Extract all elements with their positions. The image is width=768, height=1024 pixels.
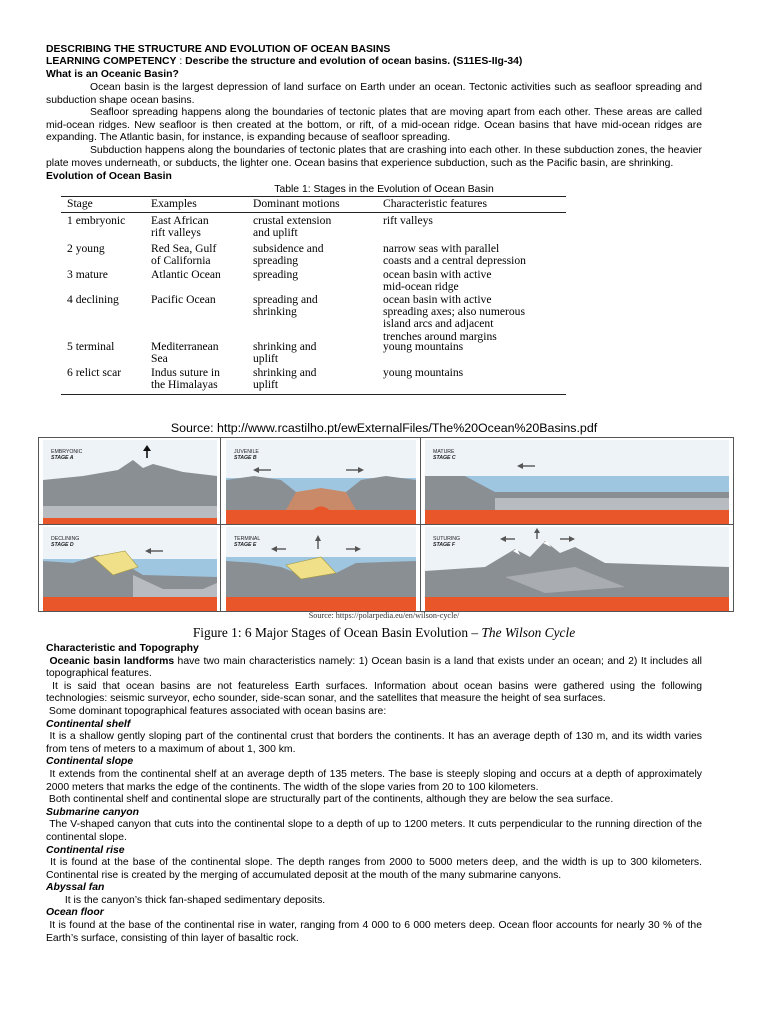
panel-terminal [226,527,416,611]
panel-mature [425,440,729,524]
competency-sep: : [176,56,186,67]
feature-description: It is found at the base of the continental slope. The depth ranges from 2000 to 5000 meters deep, and the width is up to 300 kilometers. Continental rise is created by the merging of accumulated deposit at the mouth of the many submarine canyons. [46,857,702,881]
feature-description: It extends from the continental shelf at an average depth of 135 meters. The base is steeply sloping and occurs at a depth of approximately 2000 meters that marks the edge of the continents. The width of the slope varies from 20 to 100 kilometers. [46,768,702,793]
table-cell-examples: Mediterranean Sea [151,340,219,366]
intro-heading: What is an Oceanic Basin? [46,69,179,80]
table-cell-motions: shrinking and uplift [253,366,317,392]
feature-description: It is a shallow gently sloping part of the continental crust that borders the continents. It has an average depth of 130 m, and its width varies from tens of meters to a maximum of about 1, 300 km. [46,731,702,755]
landforms-text: have two main characteristics namely: 1) Ocean basin is a land that exists under an ocean; and 2) It includes all topographical features. [46,655,702,680]
panel-name: SUTURING [433,536,461,542]
characteristics-paragraph-3 [46,706,702,719]
table-header-features: Characteristic features [383,197,487,210]
table-header-motions: Dominant motions [253,197,340,210]
learning-competency [46,56,702,69]
table-cell-motions: shrinking and uplift [253,340,317,366]
feature-description: It is the canyon’s thick fan-shaped sedimentary deposits. [62,894,326,906]
panel-name: EMBRYONIC [51,449,83,455]
feature-title: Abyssal fan [46,882,105,894]
table-cell-features: ocean basin with active mid-ocean ridge [383,268,492,294]
characteristics-paragraph-2 [46,681,702,706]
panel-label [433,536,460,548]
figure-caption-italic: The Wilson Cycle [481,625,576,640]
table-cell-motions: spreading [253,268,299,281]
feature-title: Continental rise [46,844,125,856]
evolution-heading: Evolution of Ocean Basin [46,171,172,182]
feature-note: Both continental shelf and continental slope are structurally part of the continents, although they are below the sea surface. [46,794,614,806]
table-cell-stage: 1 embryonic [67,214,126,227]
intro-paragraph-3: Subduction happens along the boundaries of tectonic plates that are crashing into each other. In these subduction zones, the heavier plate moves underneath, or subducts, the lighter one. Ocean basins that experience subduction, such as the Pacific basin, are shrinking. [46,144,702,169]
panel-suturing [425,527,729,611]
intro-paragraph-1: Ocean basin is the largest depression of land surface on Earth under an ocean. Tectonic activities such as seafloor spreading and subduction shape ocean basins. [46,82,702,106]
panel-juvenile [226,440,416,524]
panel-label [51,449,82,461]
grid-divider [39,524,733,525]
feature-title: Continental slope [46,756,134,768]
table-cell-features: ocean basin with active spreading axes; also numerous island arcs and adjacent trenches around margins [383,293,525,343]
landforms-term: Oceanic basin landforms [49,655,175,667]
evolution-table [61,196,566,395]
characteristics-section [46,643,702,945]
table-cell-examples: Pacific Ocean [151,293,216,306]
table-header-examples: Examples [151,197,197,210]
characteristics-paragraph-1 [46,656,702,681]
table-cell-stage: 3 mature [67,268,108,281]
panel-stage: STAGE F [433,542,456,548]
suturing-diagram [425,527,729,611]
table-cell-stage: 6 relict scar [67,366,122,379]
table-cell-stage: 2 young [67,242,105,255]
table-cell-stage: 4 declining [67,293,119,306]
feature-description: It is found at the base of the continental rise in water, ranging from 4 000 to 6 000 meters deep. Ocean floor accounts for nearly 30 % of the Earth’s surface, consisting of thin layer of basaltic rock. [46,920,702,944]
panel-name: MATURE [433,449,455,455]
wilson-cycle-figure [38,437,734,612]
intro-paragraph-2: Seafloor spreading happens along the boundaries of tectonic plates that are moving apart from each other. These areas are called mid-ocean ridges. New seafloor is then created at the bottom, or rift, of a mid-ocean ridge. Ocean basins that have mid-ocean ridges are expanding. The Atlantic basin, for instance, is expanding because of seafloor spreading. [46,107,702,144]
table-cell-examples: Red Sea, Gulf of California [151,242,217,268]
panel-declining [43,527,217,611]
panel-stage: STAGE D [51,542,74,548]
table-cell-features: young mountains [383,340,464,353]
table-cell-features: young mountains [383,366,464,379]
table-cell-examples: Atlantic Ocean [151,268,221,281]
characteristics-heading: Characteristic and Topography [46,643,199,654]
panel-stage: STAGE A [51,455,74,461]
table-cell-motions: spreading and shrinking [253,293,318,319]
feature-description: The V-shaped canyon that cuts into the continental slope to a depth of up to 1200 meters. It cuts perpendicular to the running direction of the continental slope. [46,819,702,843]
feature-list [46,719,702,946]
table-header-stage: Stage [67,197,93,210]
table-cell-motions: subsidence and spreading [253,242,324,268]
panel-stage: STAGE B [234,455,257,461]
table-header-row [61,198,566,213]
figure-source: Source: https://polarpedia.eu/en/wilson-cycle/ [308,611,460,620]
panel-name: JUVENILE [234,449,259,455]
table-cell-features: rift valleys [383,214,433,227]
figure-caption-main: Figure 1: 6 Major Stages of Ocean Basin Evolution – [192,625,482,640]
table-source: Source: http://www.rcastilho.pt/ewExternalFiles/The%20Ocean%20Basins.pdf [170,421,598,435]
table-cell-features: narrow seas with parallel coasts and a central depression [383,242,526,268]
mature-diagram [425,440,729,524]
panel-name: DECLINING [51,536,80,542]
competency-text: Describe the structure and evolution of ocean basins. (S11ES-IIg-34) [185,56,523,67]
figure-caption [0,625,768,641]
intro-text [46,82,702,170]
competency-label: LEARNING COMPETENCY [46,56,177,67]
table-cell-motions: crustal extension and uplift [253,214,332,240]
panel-embryonic [43,440,217,524]
document-title: DESCRIBING THE STRUCTURE AND EVOLUTION OF OCEAN BASINS [46,44,391,55]
panel-label [433,449,456,461]
characteristics-paragraph-2-text: It is said that ocean basins are not featureless Earth surfaces. Information about ocean basins were gathered using the following technologies: seismic surveyor, echo sounder, side-scan sonar, and the satellites that measure the height of sea surfaces. [46,680,702,705]
panel-stage: STAGE E [234,542,257,548]
panel-name: TERMINAL [234,536,261,542]
panel-label [51,536,79,548]
table-cell-examples: East African rift valleys [151,214,209,240]
table-caption: Table 1: Stages in the Evolution of Ocean Basin [274,184,494,195]
table-cell-stage: 5 terminal [67,340,115,353]
panel-stage: STAGE C [433,455,456,461]
characteristics-paragraph-3-text: Some dominant topographical features associated with ocean basins are: [48,705,387,717]
feature-title: Submarine canyon [46,806,139,818]
panel-label [234,536,260,548]
table-cell-examples: Indus suture in the Himalayas [151,366,220,392]
panel-label [234,449,259,461]
feature-title: Ocean floor [46,907,104,919]
feature-title: Continental shelf [46,718,131,730]
